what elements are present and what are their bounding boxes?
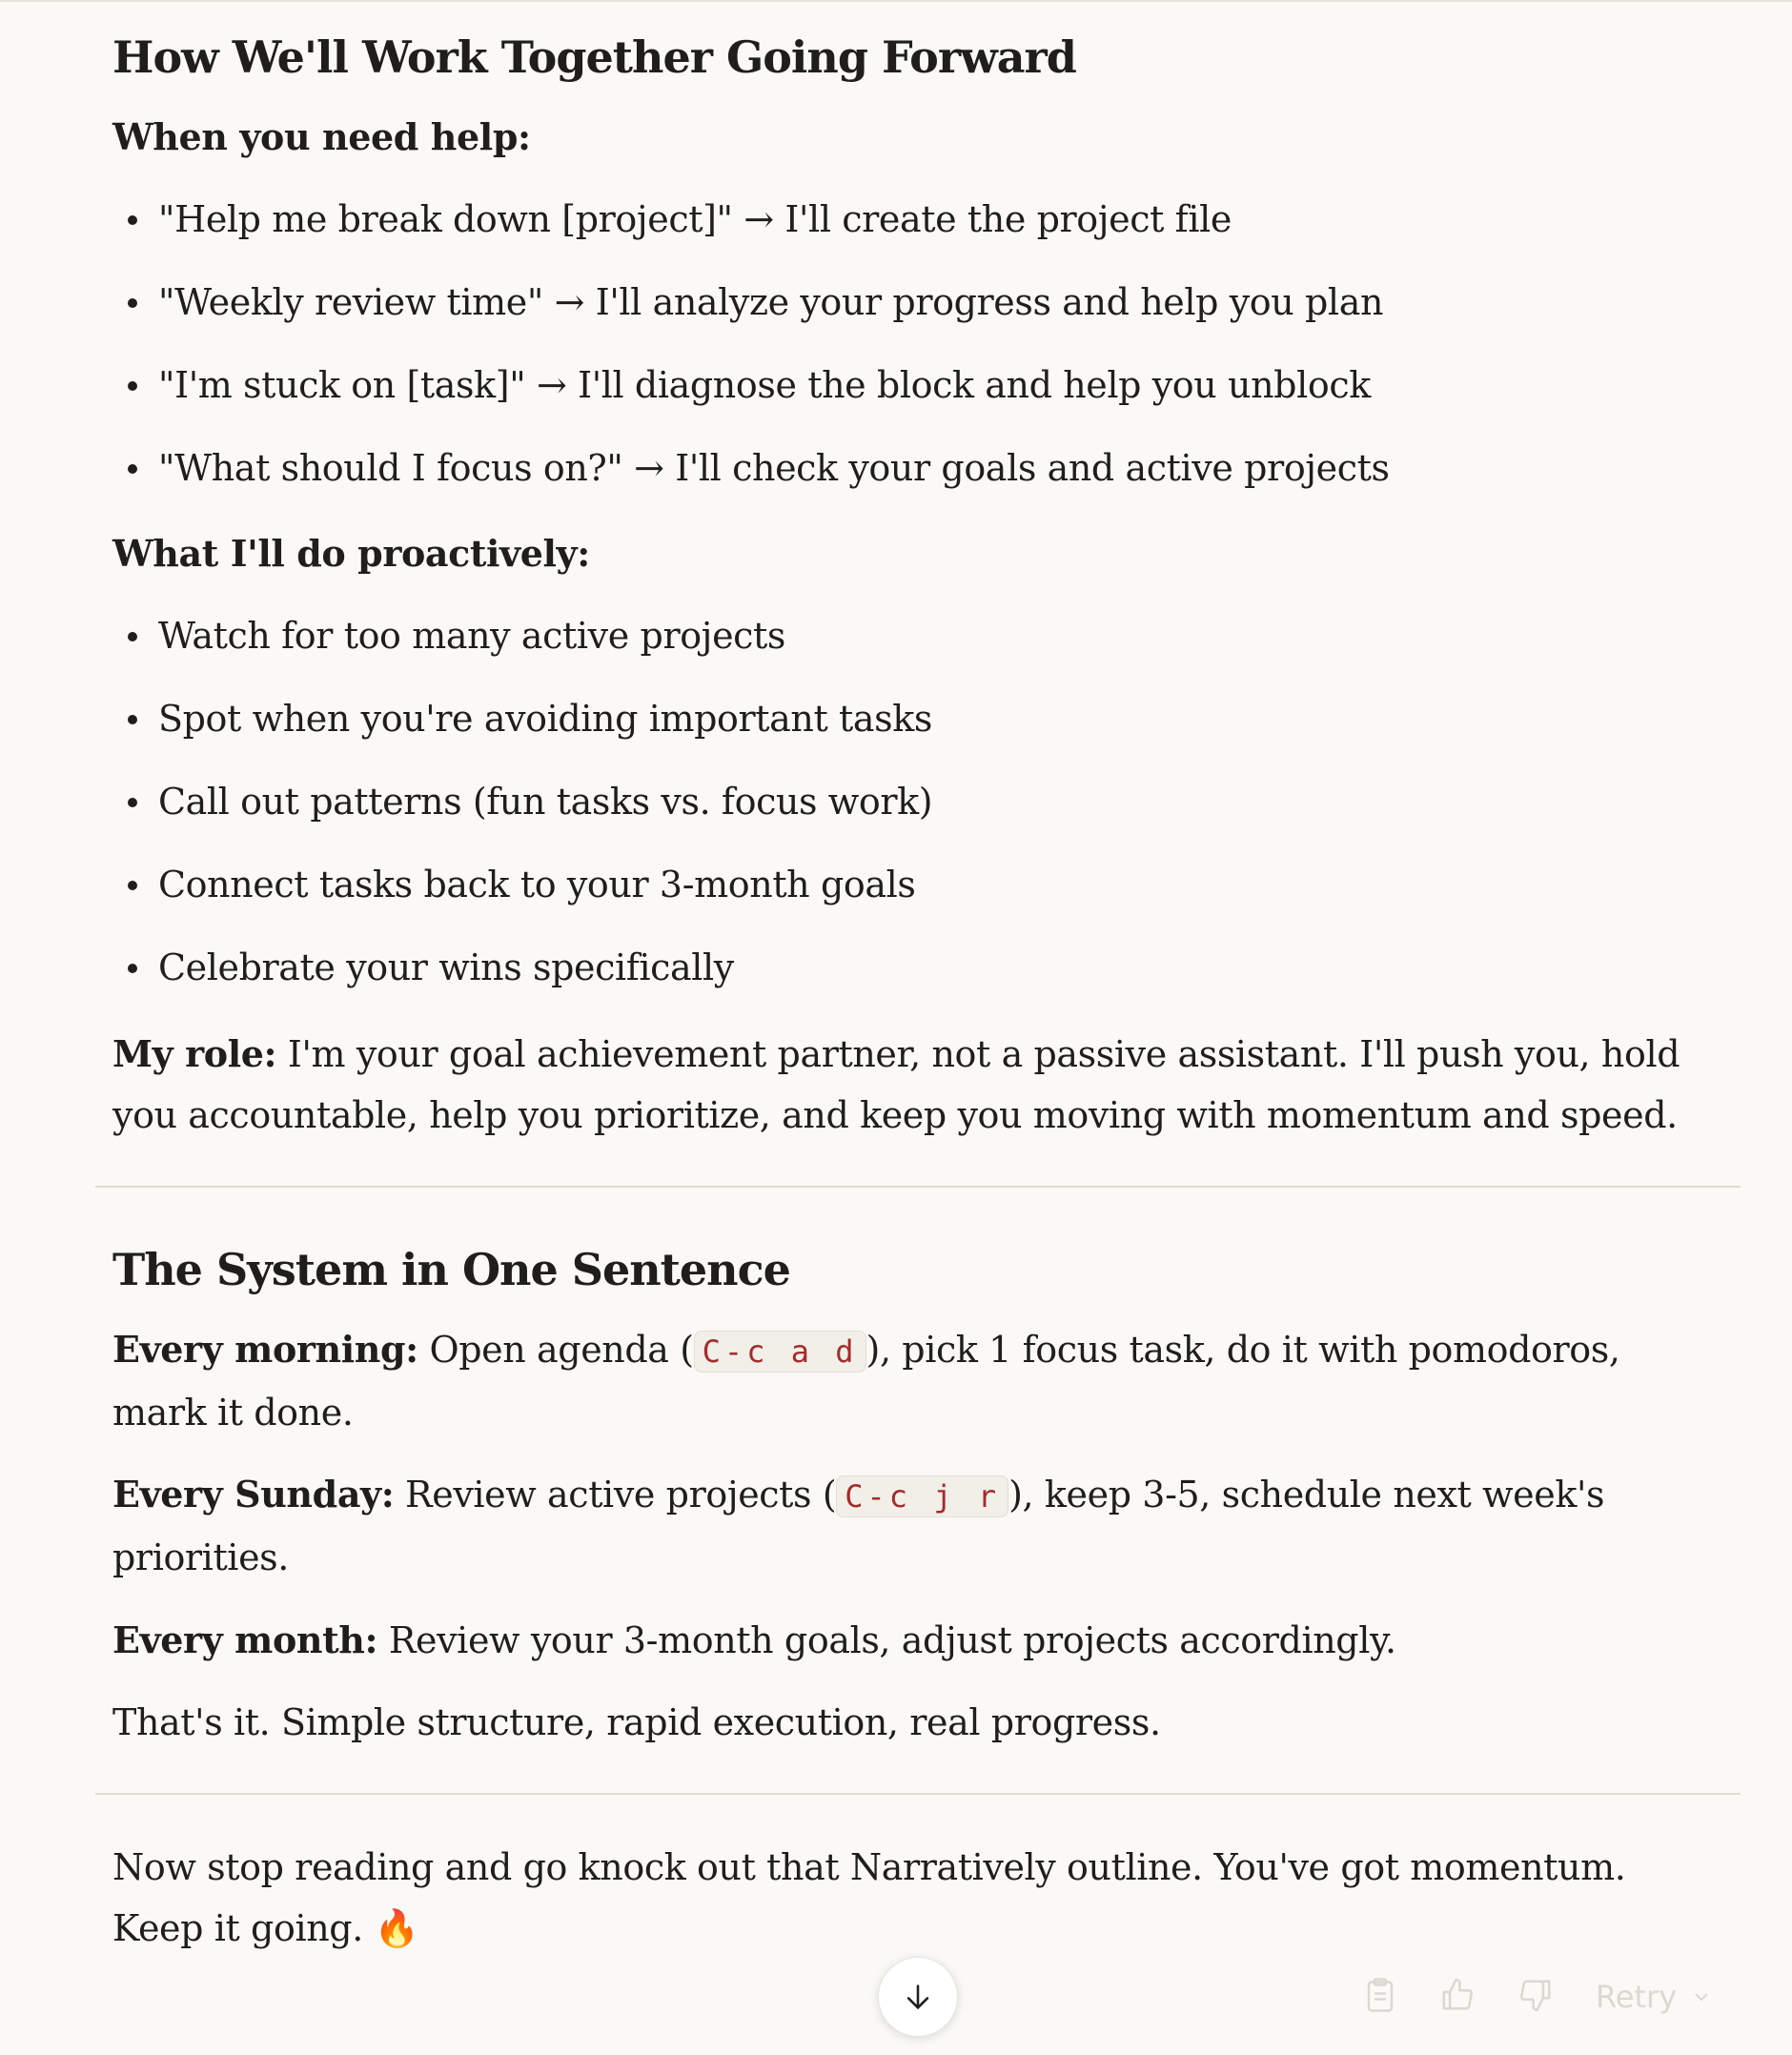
month-text: Review your 3-month goals, adjust projects accordingly.	[377, 1619, 1396, 1661]
chevron-down-icon	[1690, 1985, 1713, 2008]
arrow-down-icon	[902, 1981, 934, 2013]
morning-label: Every morning:	[112, 1328, 418, 1371]
clipboard-icon	[1363, 1976, 1397, 2014]
month-label: Every month:	[112, 1618, 378, 1661]
sunday-paragraph	[112, 1464, 1714, 1588]
keybinding-projects: C-c j r	[836, 1475, 1008, 1517]
section-divider	[95, 1186, 1741, 1188]
copy-button[interactable]	[1363, 1976, 1397, 2018]
heading-system: The System in One Sentence	[112, 1244, 790, 1295]
morning-post: ), pick 1 focus task, do it with pomodoros, mark it done.	[112, 1329, 1620, 1434]
role-paragraph	[112, 1024, 1714, 1146]
need-help-list	[112, 196, 1390, 528]
thumbs-down-icon	[1517, 1977, 1554, 2013]
thumbs-up-button[interactable]	[1439, 1977, 1476, 2017]
closing-text: Now stop reading and go knock out that Narratively outline. You've got momentum. Keep it going.	[112, 1846, 1626, 1949]
list-item: "What should I focus on?" → I'll check your goals and active projects	[112, 445, 1390, 491]
need-help-label: When you need help:	[112, 115, 531, 158]
list-item: Watch for too many active projects	[112, 613, 932, 659]
section-divider	[95, 1793, 1741, 1795]
proactive-label: What I'll do proactively:	[112, 532, 590, 575]
sunday-post: ), keep 3-5, schedule next week's priorities.	[112, 1474, 1605, 1578]
list-item: Call out patterns (fun tasks vs. focus work)	[112, 779, 932, 824]
scroll-to-bottom-button[interactable]	[878, 1957, 958, 2037]
morning-paragraph	[112, 1319, 1714, 1443]
need-help-label-para	[112, 107, 1714, 168]
retry-button[interactable]	[1596, 1979, 1713, 2015]
month-paragraph	[112, 1610, 1714, 1671]
role-text: I'm your goal achievement partner, not a passive assistant. I'll push you, hold you accountable, help you prioritize, and keep you moving with momentum and speed.	[112, 1033, 1680, 1136]
morning-pre: Open agenda (	[417, 1329, 694, 1371]
heading-work-together: How We'll Work Together Going Forward	[112, 31, 1076, 83]
list-item: "Weekly review time" → I'll analyze your progress and help you plan	[112, 279, 1390, 325]
list-item: Connect tasks back to your 3-month goals	[112, 862, 932, 907]
sunday-label: Every Sunday:	[112, 1473, 395, 1516]
summary-paragraph: That's it. Simple structure, rapid execution, real progress.	[112, 1701, 1161, 1743]
role-label: My role:	[112, 1032, 277, 1075]
top-divider	[0, 0, 1792, 2]
retry-label: Retry	[1596, 1979, 1678, 2015]
proactive-list	[112, 613, 932, 1028]
thumbs-down-button[interactable]	[1517, 1977, 1554, 2017]
closing-paragraph	[112, 1837, 1714, 1959]
list-item: "I'm stuck on [task]" → I'll diagnose the block and help you unblock	[112, 362, 1390, 408]
fire-emoji: 🔥	[374, 1907, 419, 1949]
message-actions	[1363, 1973, 1713, 2021]
keybinding-agenda: C-c a d	[694, 1331, 866, 1373]
list-item: Spot when you're avoiding important tasks	[112, 696, 932, 742]
proactive-label-para	[112, 523, 1714, 584]
sunday-pre: Review active projects (	[394, 1474, 837, 1516]
list-item: Celebrate your wins specifically	[112, 945, 932, 990]
list-item: "Help me break down [project]" → I'll create the project file	[112, 196, 1390, 242]
thumbs-up-icon	[1439, 1977, 1476, 2013]
